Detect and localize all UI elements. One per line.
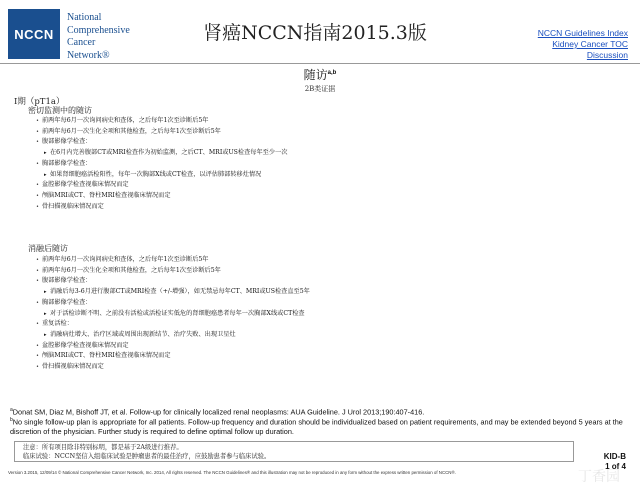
section1-label: 密切监测中的随访 [28,106,92,115]
bullet-icon: • [36,139,39,146]
bullet-icon: • [36,118,39,124]
arrow-bullet-icon: ▸ [44,331,47,338]
list-item [36,137,287,148]
list-item-text: 前两年每6月一次生化全项和其他检查，之后每年1次至诊断后5年 [42,266,221,274]
page-heading [0,66,640,94]
bullet-icon: • [36,203,39,210]
arrow-bullet-icon: ▸ [44,171,47,178]
note-line: 临床试验：NCCN坚信入组临床试验是肿瘤患者的最佳治疗，应鼓励患者参与临床试验。 [23,452,271,460]
copyright-footer: Version 3.2015, 12/09/14 © National Comprehensive Cancer Network, Inc. 2014, All rights reserved. The NCCN Guidelines® and this illustration may not be reproduced in any form without the express written permission of NCCN®. [8,470,456,475]
list-item [36,116,287,127]
discussion-link[interactable]: Discussion [586,50,628,60]
reference-b: $^b$No single follow-up plan is appropriate for all patients. Follow-up frequency and duration should be individualized based on patient requirements, and may be extended beyond 5 years at the discretion of the physician. Further study is required to define optimal follow up duration. [10,417,623,436]
list-item-text: 对于活检诊断不明、之前没有活检或活检证实低危的肾细胞癌患者每年一次胸部X线或CT检查 [50,309,305,317]
bullet-icon: • [36,182,39,189]
bullet-icon: • [36,342,39,349]
list-item-text: 腹部影像学检查： [42,277,92,285]
guidelines-index-link[interactable]: NCCN Guidelines Index [537,28,628,38]
list-item [36,266,310,277]
list-item-text: 在6月内完善腹部CT或MRI检查作为初始监测，之后CT、MRI或US检查每年至少一次 [50,149,288,157]
list-item-text: 如果肾细胞癌活检阳性，每年一次胸部X线或CT检查，以评估肺部转移灶情况 [50,170,262,178]
list-item [36,159,287,170]
note-line: 注意：所有项目除非特别标明，都是基于2A级进行推荐。 [23,444,183,451]
section1-list [36,116,287,212]
list-item-text: 胸部影像学检查： [42,298,92,306]
org-line: Comprehensive [67,24,130,36]
list-item [36,148,287,159]
bullet-icon: • [36,267,39,274]
nccn-logo: NCCN [8,9,60,59]
list-item-text: 盆腔影像学检查视临床情况而定 [42,181,129,189]
note-box [14,441,574,462]
list-item-text: 骨扫描视临床情况而定 [42,202,104,210]
list-item [36,127,287,138]
bullet-icon: • [36,299,39,306]
list-item-text: 骨扫描视临床情况而定 [42,363,104,371]
bullet-icon: • [36,160,39,167]
list-item [36,319,310,330]
list-item-text: 重复活检： [42,320,73,328]
header-divider [0,63,640,64]
arrow-bullet-icon: ▸ [44,150,47,157]
section2-list [36,255,310,373]
list-item [36,180,287,191]
bullet-icon: • [36,364,39,371]
page-title: 随访 [303,68,328,82]
bullet-icon: • [36,353,39,360]
list-item [36,255,310,266]
org-name [67,12,130,62]
org-line: National [67,12,102,23]
stage-label: I期（pT1a） [14,97,65,107]
bullet-icon: • [36,192,39,199]
list-item [36,287,310,298]
page-number: 1 of 4 [605,462,626,471]
page-code: KID-B [603,452,626,461]
org-line: Network® [67,49,110,61]
arrow-bullet-icon: ▸ [44,289,47,296]
list-item [36,341,310,352]
header [0,0,640,64]
list-item-text: 腹部影像学检查： [42,138,92,146]
list-item [36,170,287,181]
kidney-cancer-toc-link[interactable]: Kidney Cancer TOC [552,39,628,49]
list-item-text: 颅脑MRI或CT、脊柱MRI检查视临床情况而定 [42,191,171,199]
list-item-text: 盆腔影像学检查视临床情况而定 [42,341,129,349]
list-item [36,351,310,362]
bullet-icon: • [36,321,39,328]
watermark: 丁香园 [578,469,620,485]
list-item-text: 消融病灶增大、治疗区域或周围出现新结节、治疗失败、出现卫星灶 [50,330,236,338]
list-item-text: 前两年每6月一次生化全项和其他检查，之后每年1次至诊断后5年 [42,127,221,135]
list-item-text: 消融后每3-6月进行腹部CT或MRI检查（+/-增强），如无禁忌每年CT、MRI或US检查直至5年 [50,288,310,296]
bullet-icon: • [36,278,39,285]
document-title: 肾癌NCCN指南2015.3版 [203,22,427,44]
list-item-text: 胸部影像学检查： [42,159,92,167]
list-item [36,276,310,287]
list-item [36,362,310,373]
page-subtitle: 2B类证据 [304,85,336,93]
list-item-text: 颅脑MRI或CT、脊柱MRI检查视临床情况而定 [42,352,171,360]
org-line: Cancer [67,37,96,48]
bullet-icon: • [36,257,39,263]
section2-label: 消融后随访 [28,244,68,253]
list-item-text: 前两年每6月一次询问病史和查体，之后每年1次至诊断后5年 [42,117,209,124]
references [10,406,630,436]
title-superscript: a,b [327,70,337,76]
arrow-bullet-icon: ▸ [44,310,47,317]
list-item [36,191,287,202]
list-item [36,309,310,320]
reference-a: $^a$Donat SM, Diaz M, Bishoff JT, et al. Follow-up for clinically localized renal neoplasms: AUA Guideline. J Urol 2013;190:407-416. [10,407,425,417]
list-item-text: 前两年每6月一次询问病史和查体，之后每年1次至诊断后5年 [42,256,209,263]
bullet-icon: • [36,128,39,135]
list-item [36,202,287,213]
list-item [36,298,310,309]
nav-links [538,28,628,61]
list-item [36,330,310,341]
